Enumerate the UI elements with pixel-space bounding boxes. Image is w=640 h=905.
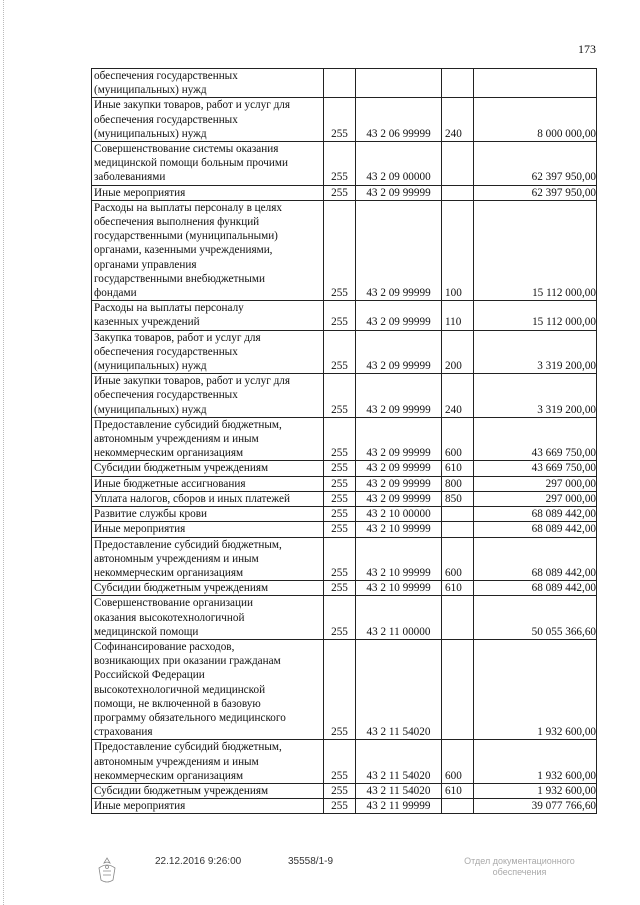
cell-name: Предоставление субсидий бюджетным, автономным учреждениям и иным некоммерческим организациям [92, 537, 324, 581]
cell-csr: 43 2 11 54020 [356, 639, 442, 739]
cell-name: Совершенствование организации оказания высокотехнологичной медицинской помощи [92, 596, 324, 640]
table-row [92, 740, 597, 784]
cell-name: Иные мероприятия [92, 185, 324, 200]
cell-vr: 600 [442, 417, 474, 461]
cell-name: Субсидии бюджетным учреждениям [92, 783, 324, 798]
cell-vr: 610 [442, 461, 474, 476]
cell-vr: 850 [442, 491, 474, 506]
table-row [92, 142, 597, 186]
cell-csr: 43 2 09 99999 [356, 301, 442, 330]
cell-name: Расходы на выплаты персоналу казенных учреждений [92, 301, 324, 330]
cell-vr [442, 639, 474, 739]
cell-code: 255 [324, 507, 356, 522]
table-row [92, 476, 597, 491]
cell-csr: 43 2 09 99999 [356, 461, 442, 476]
cell-code: 255 [324, 301, 356, 330]
cell-csr: 43 2 11 54020 [356, 783, 442, 798]
cell-csr: 43 2 09 99999 [356, 417, 442, 461]
cell-csr: 43 2 10 00000 [356, 507, 442, 522]
table-row [92, 69, 597, 98]
cell-csr: 43 2 09 99999 [356, 185, 442, 200]
cell-csr: 43 2 06 99999 [356, 98, 442, 142]
cell-code: 255 [324, 461, 356, 476]
cell-vr: 110 [442, 301, 474, 330]
table-row [92, 461, 597, 476]
cell-csr: 43 2 09 99999 [356, 374, 442, 418]
cell-code: 255 [324, 417, 356, 461]
cell-code: 255 [324, 639, 356, 739]
cell-csr: 43 2 09 99999 [356, 476, 442, 491]
cell-csr: 43 2 10 99999 [356, 581, 442, 596]
cell-code: 255 [324, 476, 356, 491]
cell-vr [442, 799, 474, 814]
cell-vr [442, 596, 474, 640]
cell-csr [356, 69, 442, 98]
cell-csr: 43 2 09 99999 [356, 491, 442, 506]
cell-name: Субсидии бюджетным учреждениям [92, 461, 324, 476]
cell-name: Предоставление субсидий бюджетным, автономным учреждениям и иным некоммерческим организациям [92, 417, 324, 461]
cell-code: 255 [324, 142, 356, 186]
cell-code: 255 [324, 491, 356, 506]
table-row [92, 417, 597, 461]
footer-date: 22.12.2016 9:26:00 [155, 856, 242, 867]
cell-csr: 43 2 10 99999 [356, 537, 442, 581]
cell-csr: 43 2 11 99999 [356, 799, 442, 814]
cell-amount: 62 397 950,00 [474, 185, 597, 200]
table-row [92, 507, 597, 522]
table-row [92, 537, 597, 581]
cell-code [324, 69, 356, 98]
cell-amount: 297 000,00 [474, 476, 597, 491]
cell-name: Иные мероприятия [92, 799, 324, 814]
cell-vr: 610 [442, 783, 474, 798]
cell-name: Иные закупки товаров, работ и услуг для обеспечения государственных (муниципальных) нужд [92, 374, 324, 418]
cell-amount: 68 089 442,00 [474, 522, 597, 537]
cell-csr: 43 2 11 54020 [356, 740, 442, 784]
cell-amount: 68 089 442,00 [474, 537, 597, 581]
cell-code: 255 [324, 185, 356, 200]
table-row [92, 799, 597, 814]
cell-code: 255 [324, 596, 356, 640]
cell-vr [442, 507, 474, 522]
table-row [92, 185, 597, 200]
cell-vr [442, 142, 474, 186]
cell-code: 255 [324, 374, 356, 418]
cell-code: 255 [324, 522, 356, 537]
cell-amount: 3 319 200,00 [474, 374, 597, 418]
cell-code: 255 [324, 330, 356, 374]
cell-name: Совершенствование системы оказания медицинской помощи больным прочими заболеваниями [92, 142, 324, 186]
cell-amount: 68 089 442,00 [474, 581, 597, 596]
cell-name: Расходы на выплаты персоналу в целях обеспечения выполнения функций государственными (муниципальными) органами, казенными учреждениями, органами управления государственными внебюджетными фондами [92, 200, 324, 300]
cell-csr: 43 2 09 00000 [356, 142, 442, 186]
cell-amount [474, 69, 597, 98]
cell-code: 255 [324, 783, 356, 798]
table-row [92, 330, 597, 374]
cell-vr: 600 [442, 537, 474, 581]
emblem-icon [94, 856, 120, 886]
cell-name: обеспечения государственных (муниципальных) нужд [92, 69, 324, 98]
cell-name: Субсидии бюджетным учреждениям [92, 581, 324, 596]
cell-amount: 1 932 600,00 [474, 639, 597, 739]
cell-name: Развитие службы крови [92, 507, 324, 522]
cell-amount: 68 089 442,00 [474, 507, 597, 522]
cell-name: Иные мероприятия [92, 522, 324, 537]
cell-vr: 240 [442, 374, 474, 418]
cell-amount: 50 055 366,60 [474, 596, 597, 640]
table-row [92, 639, 597, 739]
cell-amount: 15 112 000,00 [474, 301, 597, 330]
cell-csr: 43 2 09 99999 [356, 200, 442, 300]
table-row [92, 98, 597, 142]
scan-margin-mark [3, 0, 6, 905]
cell-amount: 3 319 200,00 [474, 330, 597, 374]
budget-table [91, 68, 597, 814]
cell-vr [442, 69, 474, 98]
cell-amount: 1 932 600,00 [474, 783, 597, 798]
cell-amount: 15 112 000,00 [474, 200, 597, 300]
cell-vr: 240 [442, 98, 474, 142]
cell-vr: 600 [442, 740, 474, 784]
cell-code: 255 [324, 740, 356, 784]
table-row [92, 200, 597, 300]
cell-name: Закупка товаров, работ и услуг для обеспечения государственных (муниципальных) нужд [92, 330, 324, 374]
cell-name: Иные бюджетные ассигнования [92, 476, 324, 491]
table-row [92, 522, 597, 537]
cell-csr: 43 2 11 00000 [356, 596, 442, 640]
cell-vr: 200 [442, 330, 474, 374]
footer-note: Отдел документационного обеспечения [464, 856, 575, 877]
table-body [92, 69, 597, 814]
cell-csr: 43 2 10 99999 [356, 522, 442, 537]
cell-name: Софинансирование расходов, возникающих при оказании гражданам Российской Федерации высокотехнологичной медицинской помощи, не включенной в базовую программу обязательного медицинского страхования [92, 639, 324, 739]
cell-vr [442, 522, 474, 537]
cell-vr: 100 [442, 200, 474, 300]
cell-amount: 297 000,00 [474, 491, 597, 506]
table-row [92, 581, 597, 596]
cell-amount: 1 932 600,00 [474, 740, 597, 784]
table-row [92, 783, 597, 798]
cell-name: Предоставление субсидий бюджетным, автономным учреждениям и иным некоммерческим организациям [92, 740, 324, 784]
cell-vr: 800 [442, 476, 474, 491]
cell-code: 255 [324, 581, 356, 596]
cell-amount: 43 669 750,00 [474, 417, 597, 461]
footer-doc-number: 35558/1-9 [288, 856, 334, 867]
table-row [92, 491, 597, 506]
cell-vr [442, 185, 474, 200]
cell-amount: 62 397 950,00 [474, 142, 597, 186]
cell-code: 255 [324, 537, 356, 581]
cell-name: Иные закупки товаров, работ и услуг для обеспечения государственных (муниципальных) нужд [92, 98, 324, 142]
cell-amount: 43 669 750,00 [474, 461, 597, 476]
cell-code: 255 [324, 200, 356, 300]
cell-csr: 43 2 09 99999 [356, 330, 442, 374]
table-row [92, 301, 597, 330]
table-row [92, 374, 597, 418]
cell-name: Уплата налогов, сборов и иных платежей [92, 491, 324, 506]
cell-amount: 8 000 000,00 [474, 98, 597, 142]
cell-amount: 39 077 766,60 [474, 799, 597, 814]
cell-code: 255 [324, 799, 356, 814]
cell-code: 255 [324, 98, 356, 142]
cell-vr: 610 [442, 581, 474, 596]
page-number: 173 [578, 42, 596, 56]
table-row [92, 596, 597, 640]
